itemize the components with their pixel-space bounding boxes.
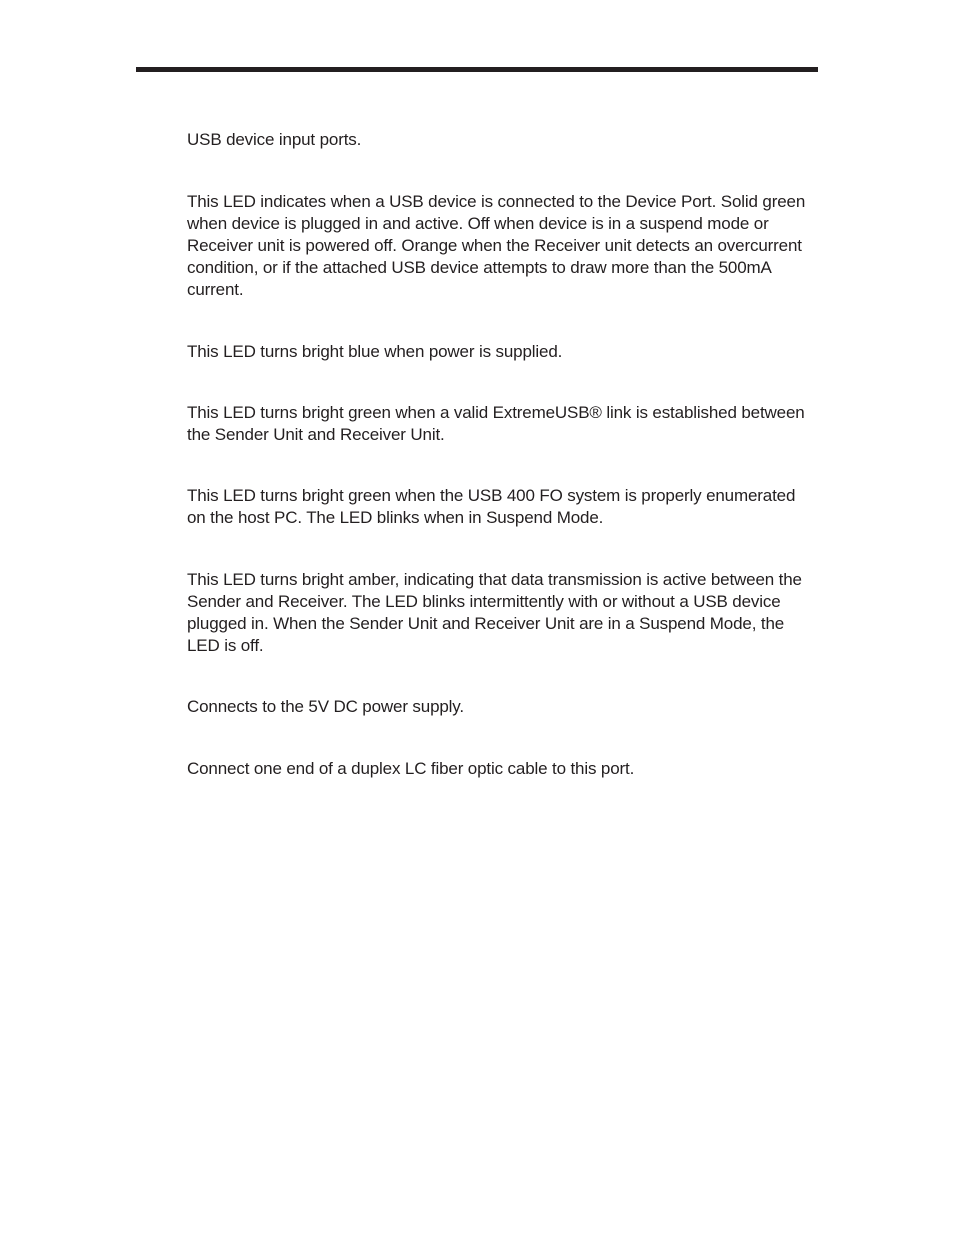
paragraph-fiber-port: Connect one end of a duplex LC fiber optic cable to this port. [187,759,635,778]
paragraph-link-led: This LED turns bright green when a valid ExtremeUSB® link is established between the Sender Unit and Receiver Unit. [187,403,805,444]
paragraph-activity-led: This LED turns bright amber, indicating that data transmission is active between the Sender and Receiver. The LED blinks intermittently with or without a USB device plugged in. When the Sender Unit and Receiver Unit are in a Suspend Mode, the LED is off. [187,570,802,655]
paragraph-usb-device-input-ports: USB device input ports. [187,130,362,149]
paragraph-device-port-led: This LED indicates when a USB device is connected to the Device Port. Solid green when device is plugged in and active. Off when device is in a suspend mode or Receiver unit is powered off. Orange when the Receiver unit detects an overcurrent condition, or if the attached USB device attempts to draw more than the 500mA current. [187,192,806,299]
paragraph-power-connector: Connects to the 5V DC power supply. [187,697,464,716]
paragraph-power-led: This LED turns bright blue when power is supplied. [187,342,563,361]
paragraph-host-led: This LED turns bright green when the USB 400 FO system is properly enumerated on the host PC. The LED blinks when in Suspend Mode. [187,486,796,527]
header-rule [136,67,818,72]
